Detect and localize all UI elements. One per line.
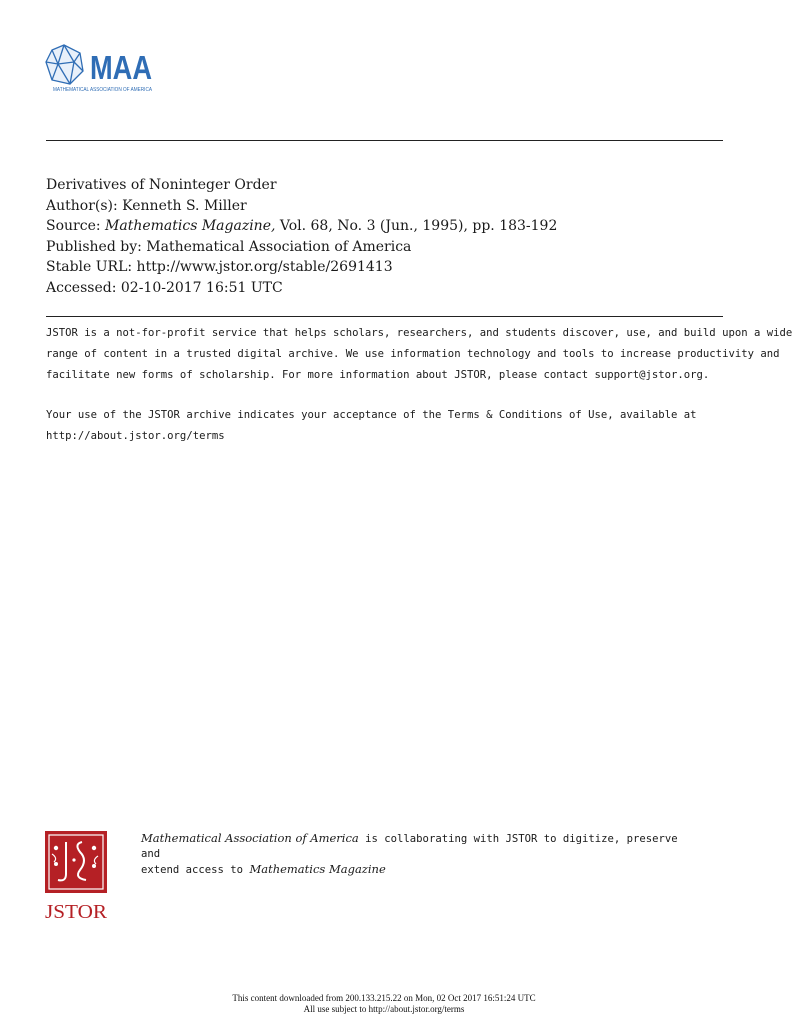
jstor-notice-paragraph-2	[46, 405, 726, 447]
bottom-rule	[46, 316, 723, 317]
top-rule	[46, 140, 723, 141]
source-line	[46, 216, 557, 237]
notice-line: JSTOR is a not-for-profit service that helps scholars, researchers, and students discover, use, and build upon a wide	[46, 327, 792, 339]
maa-logo	[44, 44, 156, 96]
source-label: Source:	[46, 218, 101, 234]
notice-line: range of content in a trusted digital archive. We use information technology and tools to increase productivity and	[46, 347, 780, 360]
publisher-value: Mathematical Association of America	[146, 238, 412, 255]
url-label: Stable URL:	[46, 259, 133, 275]
collab-publisher: Mathematical Association of America	[141, 831, 359, 845]
footer-download-info: This content downloaded from 200.133.215.22 on Mon, 02 Oct 2017 16:51:24 UTC	[232, 993, 536, 1003]
accessed-line	[46, 278, 557, 299]
publisher-label: Published by:	[46, 238, 142, 255]
notice-line: Your use of the JSTOR archive indicates your acceptance of the Terms & Conditions of Use, available at	[46, 409, 697, 421]
article-title: Derivatives of Noninteger Order	[46, 177, 277, 193]
citation-block	[46, 175, 557, 298]
stable-url-line	[46, 257, 557, 278]
collaboration-statement	[141, 831, 701, 878]
stable-url-link[interactable]: http://www.jstor.org/stable/2691413	[136, 259, 393, 275]
terms-link[interactable]: http://about.jstor.org/terms	[46, 429, 225, 442]
accessed-value: 02-10-2017 16:51 UTC	[120, 279, 283, 296]
collab-journal: Mathematics Magazine	[249, 862, 386, 876]
authors-value: Kenneth S. Miller	[122, 197, 247, 214]
collab-text-1: is collaborating with JSTOR to digitize, preserve and	[141, 833, 678, 860]
jstor-logo	[44, 830, 108, 922]
source-details: Vol. 68, No. 3 (Jun., 1995), pp. 183-192	[279, 218, 558, 234]
footer-terms: All use subject to http://about.jstor.org/terms	[303, 1003, 465, 1014]
authors-line	[46, 196, 557, 217]
source-journal: Mathematics Magazine,	[105, 218, 276, 234]
jstor-notice-paragraph-1	[46, 323, 792, 385]
notice-line: facilitate new forms of scholarship. For more information about JSTOR, please contact support@jstor.org.	[46, 368, 710, 381]
maa-full-name: MATHEMATICAL ASSOCIATION OF AMERICA	[53, 87, 153, 93]
collab-text-2: extend access to	[141, 864, 250, 876]
maa-acronym: MAA	[90, 49, 152, 86]
download-footer	[0, 993, 768, 1014]
accessed-label: Accessed:	[46, 279, 117, 296]
icosahedron-icon	[46, 45, 83, 84]
collaboration-line-2	[141, 862, 701, 878]
collaboration-line-1	[141, 831, 701, 862]
authors-label: Author(s):	[46, 197, 118, 214]
publisher-line	[46, 237, 557, 258]
jstor-wordmark: JSTOR	[45, 901, 108, 923]
